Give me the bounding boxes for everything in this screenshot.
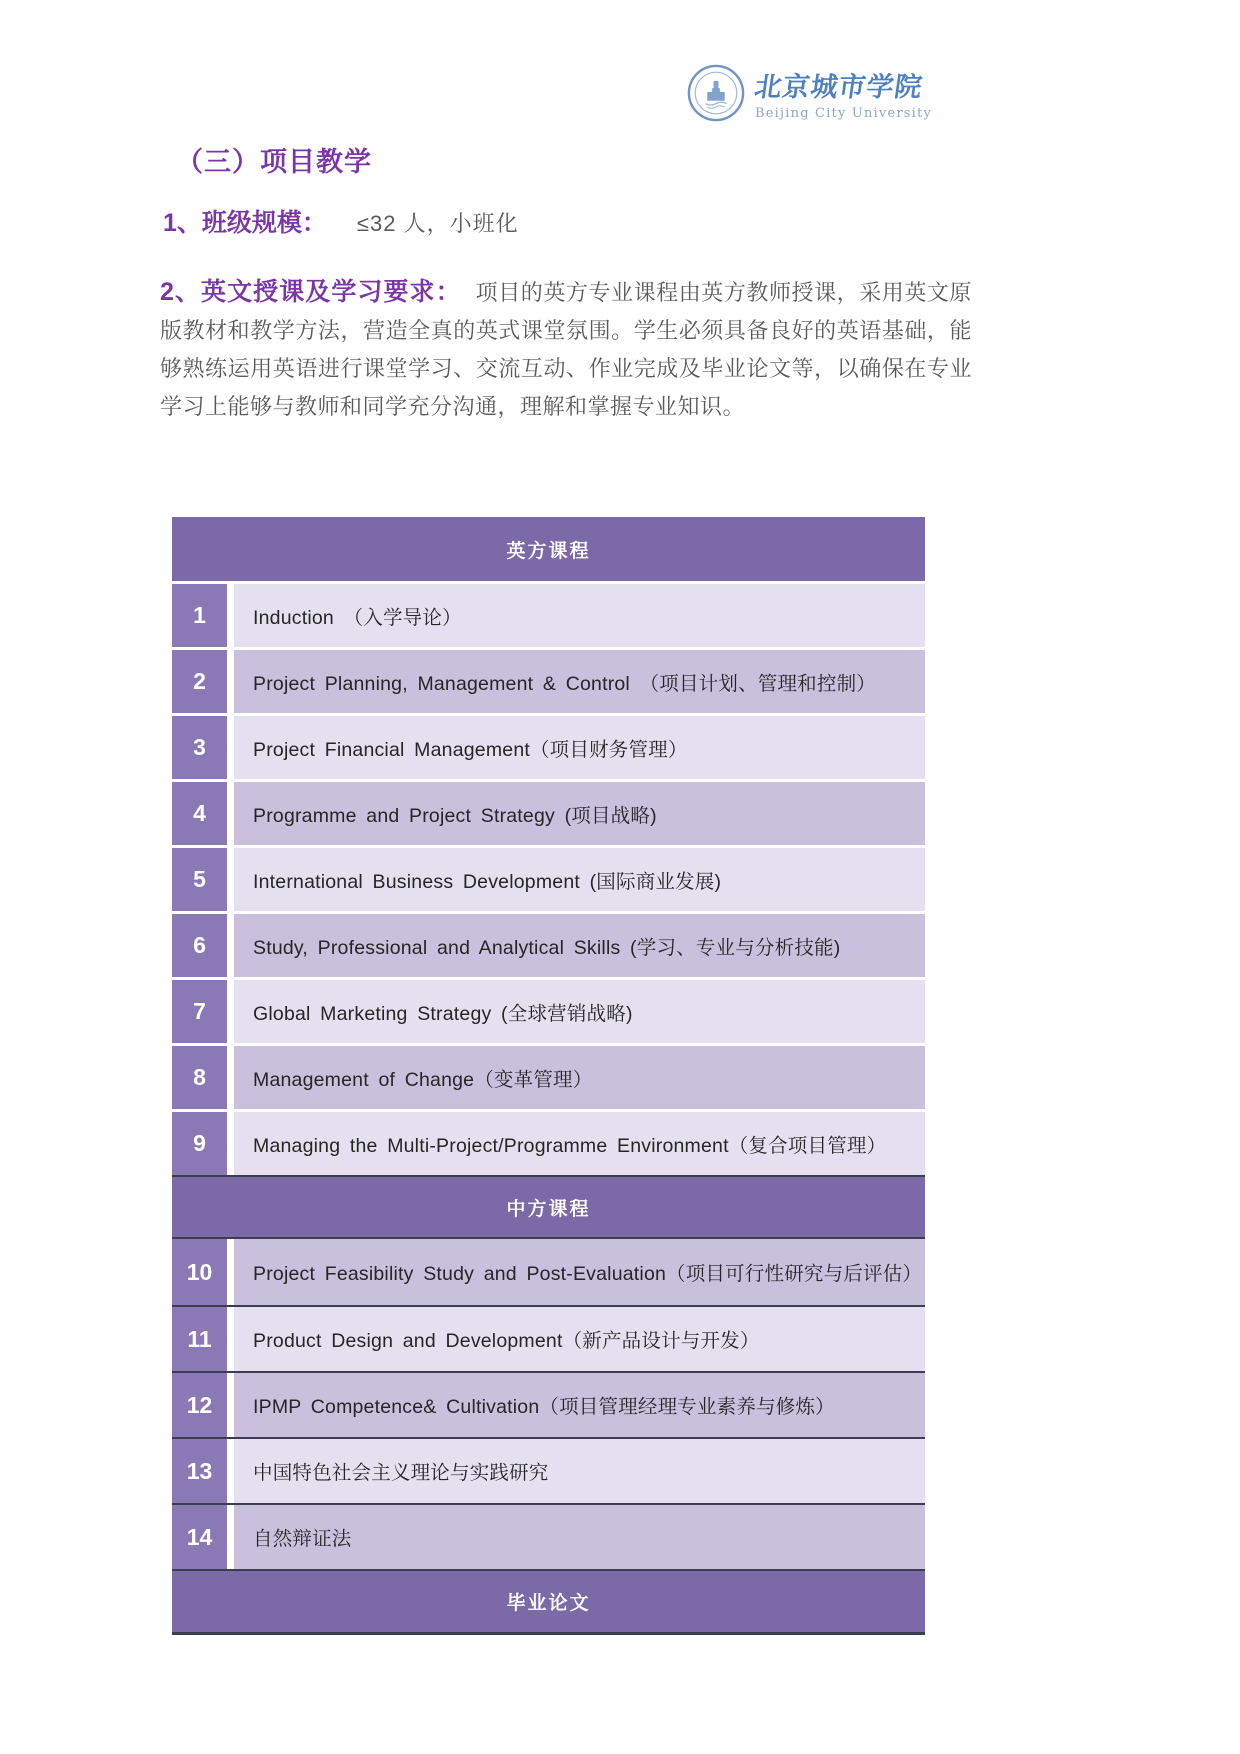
column-divider — [227, 1239, 234, 1305]
class-size-value: ≤32 人，小班化 — [356, 211, 519, 236]
row-number: 9 — [172, 1112, 227, 1175]
row-number: 2 — [172, 650, 227, 713]
column-divider — [227, 650, 234, 713]
row-number: 14 — [172, 1505, 227, 1569]
column-divider — [227, 1112, 234, 1175]
table-row — [172, 1109, 925, 1175]
row-course-name: Study, Professional and Analytical Skills (学习、专业与分析技能) — [234, 914, 925, 977]
course-table — [172, 517, 925, 1635]
row-course-name: Programme and Project Strategy (项目战略) — [234, 782, 925, 845]
row-course-name: 中国特色社会主义理论与实践研究 — [234, 1439, 925, 1503]
row-course-name: Project Feasibility Study and Post-Evaluation（项目可行性研究与后评估） — [234, 1239, 925, 1305]
table-row — [172, 1239, 925, 1305]
column-divider — [227, 1307, 234, 1371]
column-divider — [227, 782, 234, 845]
column-divider — [227, 980, 234, 1043]
row-number: 3 — [172, 716, 227, 779]
row-course-name: Project Planning, Management & Control （项目计划、管理和控制） — [234, 650, 925, 713]
table-header-chinese-courses: 中方课程 — [172, 1175, 925, 1239]
column-divider — [227, 1373, 234, 1437]
row-number: 7 — [172, 980, 227, 1043]
row-course-name: Project Financial Management（项目财务管理） — [234, 716, 925, 779]
column-divider — [227, 1046, 234, 1109]
row-course-name: International Business Development (国际商业发展) — [234, 848, 925, 911]
row-number: 4 — [172, 782, 227, 845]
table-row — [172, 1305, 925, 1371]
teaching-body: 项目的英方专业课程由英方教师授课，采用英文原版教材和教学方法，营造全真的英式课堂氛围。学生必须具备良好的英语基础，能够熟练运用英语进行课堂学习、交流互动、作业完成及毕业论文等，以确保在专业学习上能够与教师和同学充分沟通，理解和掌握专业知识。 — [160, 280, 972, 419]
row-number: 5 — [172, 848, 227, 911]
row-number: 12 — [172, 1373, 227, 1437]
table-row — [172, 581, 925, 647]
row-number: 6 — [172, 914, 227, 977]
row-course-name: Induction （入学导论） — [234, 584, 925, 647]
row-number: 11 — [172, 1307, 227, 1371]
column-divider — [227, 716, 234, 779]
class-size-line — [163, 203, 519, 239]
teaching-label: 2、英文授课及学习要求： — [160, 278, 462, 306]
table-row — [172, 647, 925, 713]
row-course-name: 自然辩证法 — [234, 1505, 925, 1569]
university-logo — [687, 64, 932, 122]
row-course-name: IPMP Competence& Cultivation（项目管理经理专业素养与修炼） — [234, 1373, 925, 1437]
table-row — [172, 1043, 925, 1109]
table-row — [172, 1437, 925, 1503]
row-number: 13 — [172, 1439, 227, 1503]
row-course-name: Global Marketing Strategy (全球营销战略) — [234, 980, 925, 1043]
university-name — [752, 65, 932, 121]
table-header-thesis: 毕业论文 — [172, 1569, 925, 1635]
table-row — [172, 911, 925, 977]
table-row — [172, 845, 925, 911]
row-number: 1 — [172, 584, 227, 647]
column-divider — [227, 1505, 234, 1569]
table-row — [172, 713, 925, 779]
table-row — [172, 977, 925, 1043]
column-divider — [227, 1439, 234, 1503]
table-row — [172, 1371, 925, 1437]
row-course-name: Management of Change（变革管理） — [234, 1046, 925, 1109]
class-size-label: 1、班级规模： — [163, 209, 327, 237]
university-name-en: Beijing City University — [755, 106, 932, 121]
table-row — [172, 779, 925, 845]
column-divider — [227, 848, 234, 911]
university-name-zh: 北京城市学院 — [752, 72, 925, 103]
row-number: 8 — [172, 1046, 227, 1109]
teaching-paragraph — [160, 273, 972, 426]
section-title: （三）项目教学 — [176, 147, 372, 177]
table-header-english-courses: 英方课程 — [172, 517, 925, 581]
column-divider — [227, 914, 234, 977]
university-seal-icon — [687, 64, 745, 122]
row-course-name: Product Design and Development（新产品设计与开发） — [234, 1307, 925, 1371]
table-row — [172, 1503, 925, 1569]
row-number: 10 — [172, 1239, 227, 1305]
column-divider — [227, 584, 234, 647]
row-course-name: Managing the Multi-Project/Programme Environment（复合项目管理） — [234, 1112, 925, 1175]
